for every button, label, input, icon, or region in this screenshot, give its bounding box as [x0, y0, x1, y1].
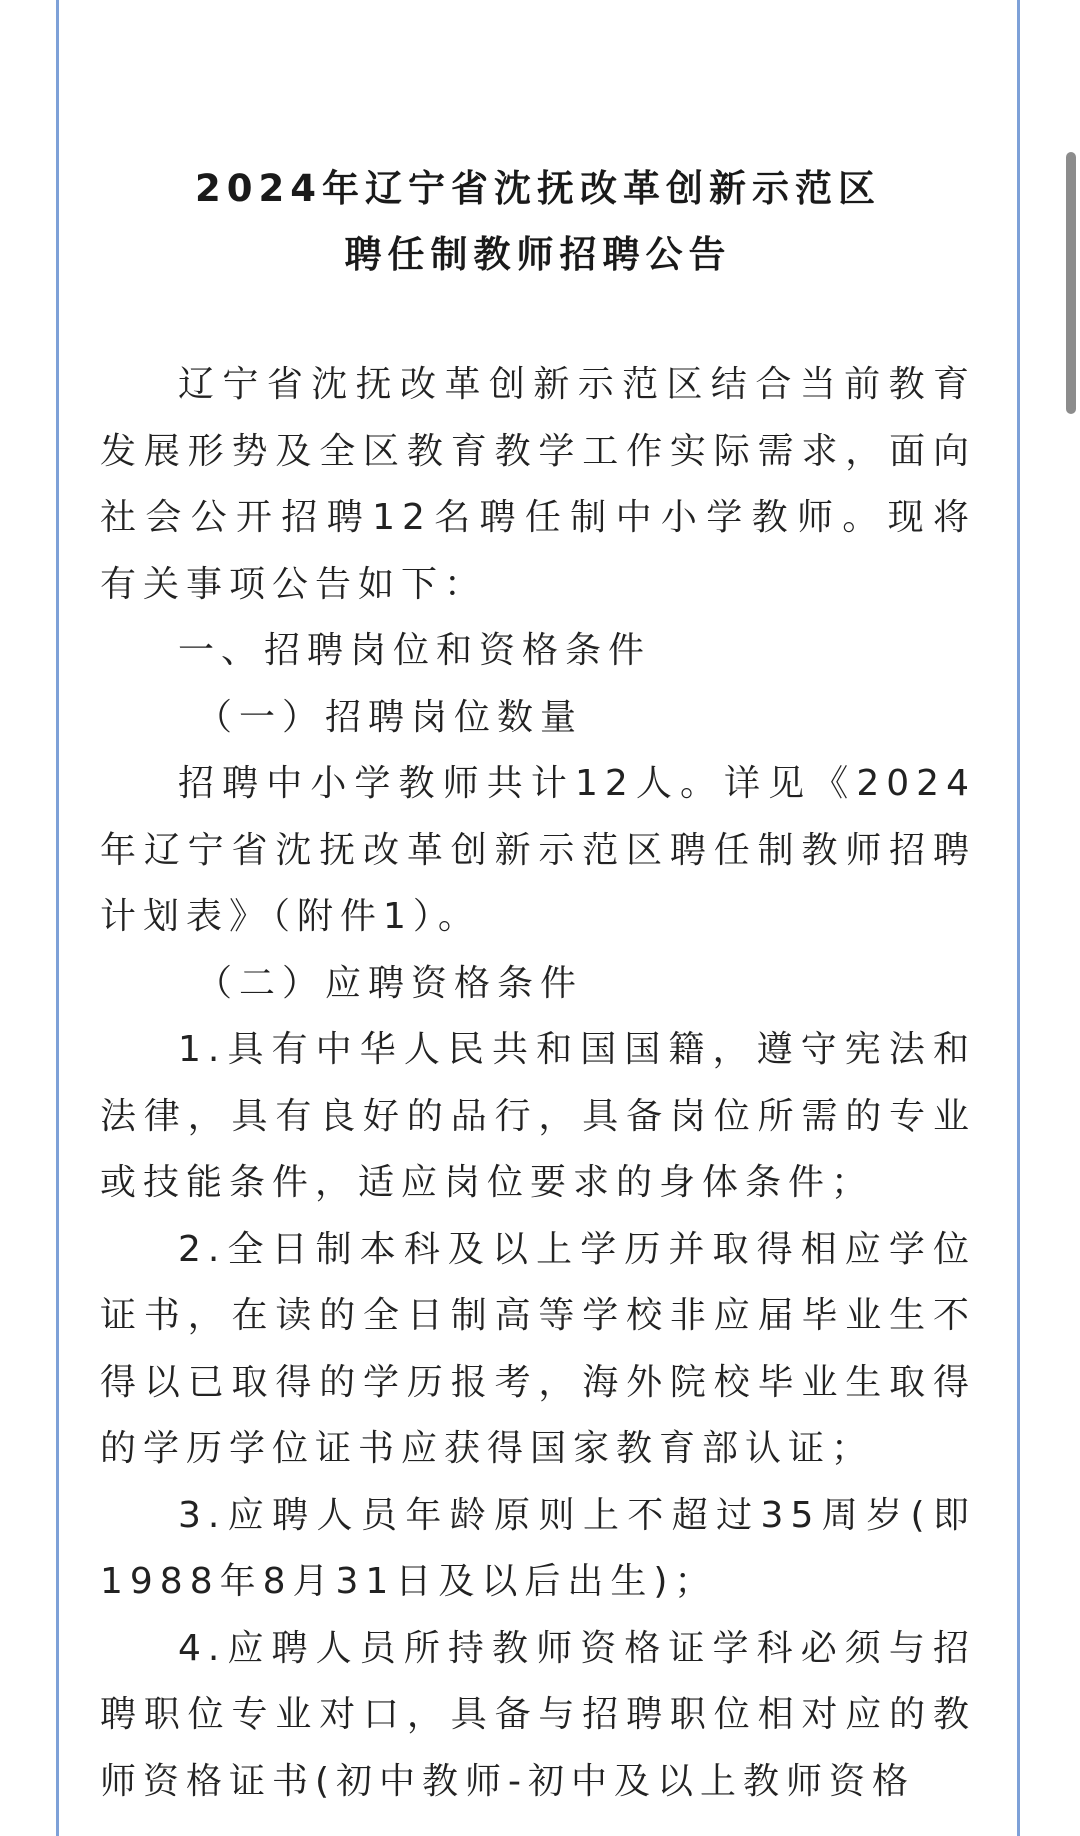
subsection-heading-1: （一）招聘岗位数量: [196, 696, 584, 738]
subsection-heading-2: （二）应聘资格条件: [196, 962, 584, 1004]
paragraph-positions: 招聘中小学教师共计12人。详见《2024年辽宁省沈抚改革创新示范区聘任制教师招聘计划表》（附件1）。: [100, 763, 976, 937]
scrollbar-thumb[interactable]: [1066, 152, 1076, 414]
requirement-item-2: 2.全日制本科及以上学历并取得相应学位证书，在读的全日制高等学校非应届毕业生不得以已取得的学历报考，海外院校毕业生取得的学历学位证书应获得国家教育部认证；: [100, 1228, 976, 1469]
requirement-item-3: 3.应聘人员年龄原则上不超过35周岁(即1988年8月31日及以后出生)；: [100, 1494, 976, 1602]
requirement-item-1: 1.具有中华人民共和国国籍，遵守宪法和法律，具有良好的品行，具备岗位所需的专业或技能条件，适应岗位要求的身体条件；: [100, 1029, 976, 1203]
intro-paragraph: 辽宁省沈抚改革创新示范区结合当前教育发展形势及全区教育教学工作实际需求，面向社会公开招聘12名聘任制中小学教师。现将有关事项公告如下：: [100, 364, 976, 605]
title-line-2: 聘任制教师招聘公告: [344, 233, 732, 276]
section-heading-1: 一、招聘岗位和资格条件: [178, 630, 652, 671]
requirement-item-4: 4.应聘人员所持教师资格证学科必须与招聘职位专业对口，具备与招聘职位相对应的教师资格证书(初中教师-初中及以上教师资格: [100, 1627, 976, 1802]
title-line-1: 2024年辽宁省沈抚改革创新示范区: [195, 167, 881, 210]
article-body: [100, 352, 976, 1815]
